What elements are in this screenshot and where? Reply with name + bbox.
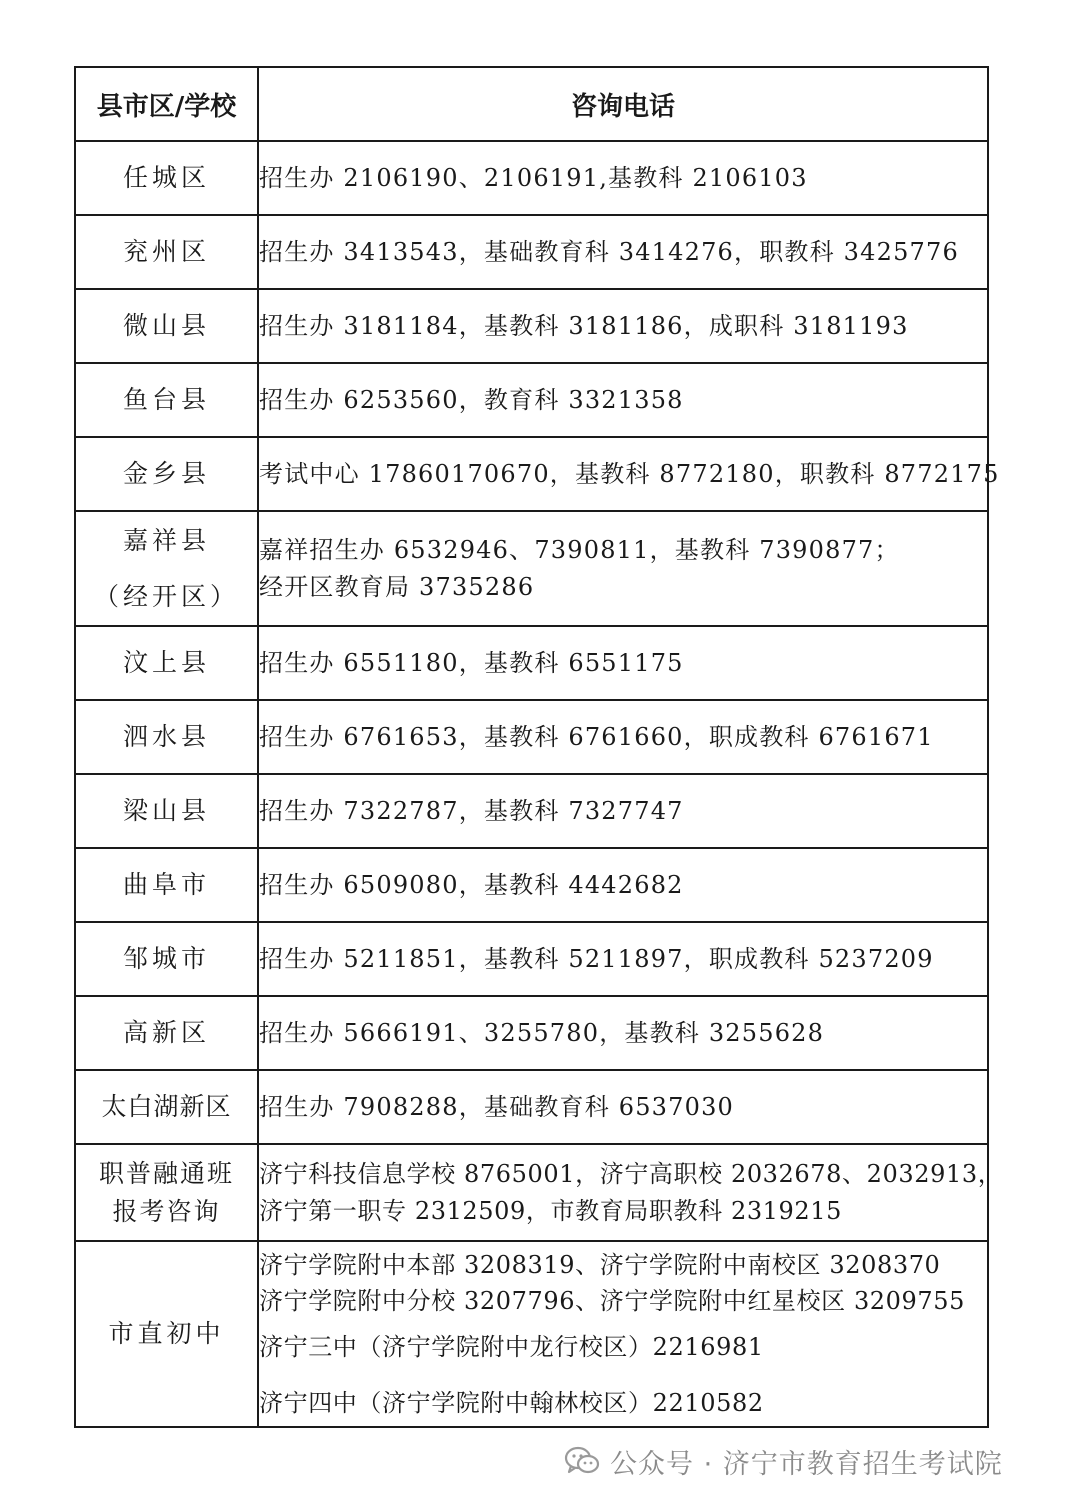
region-cell: 任城区 bbox=[75, 141, 258, 215]
table-row bbox=[75, 215, 988, 289]
table-row bbox=[75, 700, 988, 774]
footer-watermark bbox=[564, 1438, 1003, 1484]
region-cell: 汶上县 bbox=[75, 626, 258, 700]
phone-cell: 招生办 6551180，基教科 6551175 bbox=[258, 626, 988, 700]
contact-table bbox=[74, 66, 1003, 1428]
region-cell: 高新区 bbox=[75, 996, 258, 1070]
table-row bbox=[75, 1144, 988, 1241]
table-row bbox=[75, 141, 988, 215]
phone-cell: 嘉祥招生办 6532946、7390811，基教科 7390877； 经开区教育局 3735286 bbox=[258, 511, 988, 626]
phone-cell: 招生办 3413543，基础教育科 3414276，职教科 3425776 bbox=[258, 215, 988, 289]
region-cell: 泗水县 bbox=[75, 700, 258, 774]
region-cell: 鱼台县 bbox=[75, 363, 258, 437]
table-row bbox=[75, 996, 988, 1070]
phone-cell: 招生办 5666191、3255780，基教科 3255628 bbox=[258, 996, 988, 1070]
wechat-icon bbox=[564, 1445, 600, 1477]
phone-cell: 招生办 7908288，基础教育科 6537030 bbox=[258, 1070, 988, 1144]
table-row bbox=[75, 626, 988, 700]
phone-cell: 招生办 3181184，基教科 3181186，成职科 3181193 bbox=[258, 289, 988, 363]
phone-cell: 招生办 7322787，基教科 7327747 bbox=[258, 774, 988, 848]
table-row bbox=[75, 289, 988, 363]
region-cell: 微山县 bbox=[75, 289, 258, 363]
phone-cell: 考试中心 17860170670，基教科 8772180，职教科 8772175 bbox=[258, 437, 988, 511]
table-header-row bbox=[75, 67, 988, 141]
phone-cell: 招生办 6253560，教育科 3321358 bbox=[258, 363, 988, 437]
table-row bbox=[75, 1070, 988, 1144]
header-region: 县市区/学校 bbox=[75, 67, 258, 141]
table-row bbox=[75, 437, 988, 511]
region-cell: 曲阜市 bbox=[75, 848, 258, 922]
table-row bbox=[75, 1241, 988, 1427]
table-row bbox=[75, 922, 988, 996]
region-cell: 梁山县 bbox=[75, 774, 258, 848]
region-cell: 太白湖新区 bbox=[75, 1070, 258, 1144]
footer-text: 公众号 · 济宁市教育招生考试院 bbox=[610, 1448, 1003, 1480]
table-row bbox=[75, 363, 988, 437]
region-cell: 兖州区 bbox=[75, 215, 258, 289]
phone-cell: 招生办 5211851，基教科 5211897，职成教科 5237209 bbox=[258, 922, 988, 996]
phone-cell: 济宁科技信息学校 8765001，济宁高职校 2032678、2032913， 济宁第一职专 2312509，市教育局职教科 2319215 bbox=[258, 1144, 988, 1241]
region-cell: 职普融通班 报考咨询 bbox=[75, 1144, 258, 1241]
region-cell: 市直初中 bbox=[75, 1241, 258, 1427]
region-cell: 邹城市 bbox=[75, 922, 258, 996]
table-row bbox=[75, 848, 988, 922]
phone-cell: 招生办 6509080，基教科 4442682 bbox=[258, 848, 988, 922]
phone-cell: 招生办 6761653，基教科 6761660，职成教科 6761671 bbox=[258, 700, 988, 774]
region-cell: 嘉祥县 （经开区） bbox=[75, 511, 258, 626]
phone-cell: 济宁学院附中本部 3208319、济宁学院附中南校区 3208370 济宁学院附中分校 3207796、济宁学院附中红星校区 3209755 济宁三中（济宁学院附中龙行校区）2216981 济宁四中（济宁学院附中翰林校区）2210582 bbox=[258, 1241, 988, 1427]
table-row bbox=[75, 511, 988, 626]
region-cell: 金乡县 bbox=[75, 437, 258, 511]
phone-cell: 招生办 2106190、2106191,基教科 2106103 bbox=[258, 141, 988, 215]
table-row bbox=[75, 774, 988, 848]
header-phone: 咨询电话 bbox=[258, 67, 988, 141]
